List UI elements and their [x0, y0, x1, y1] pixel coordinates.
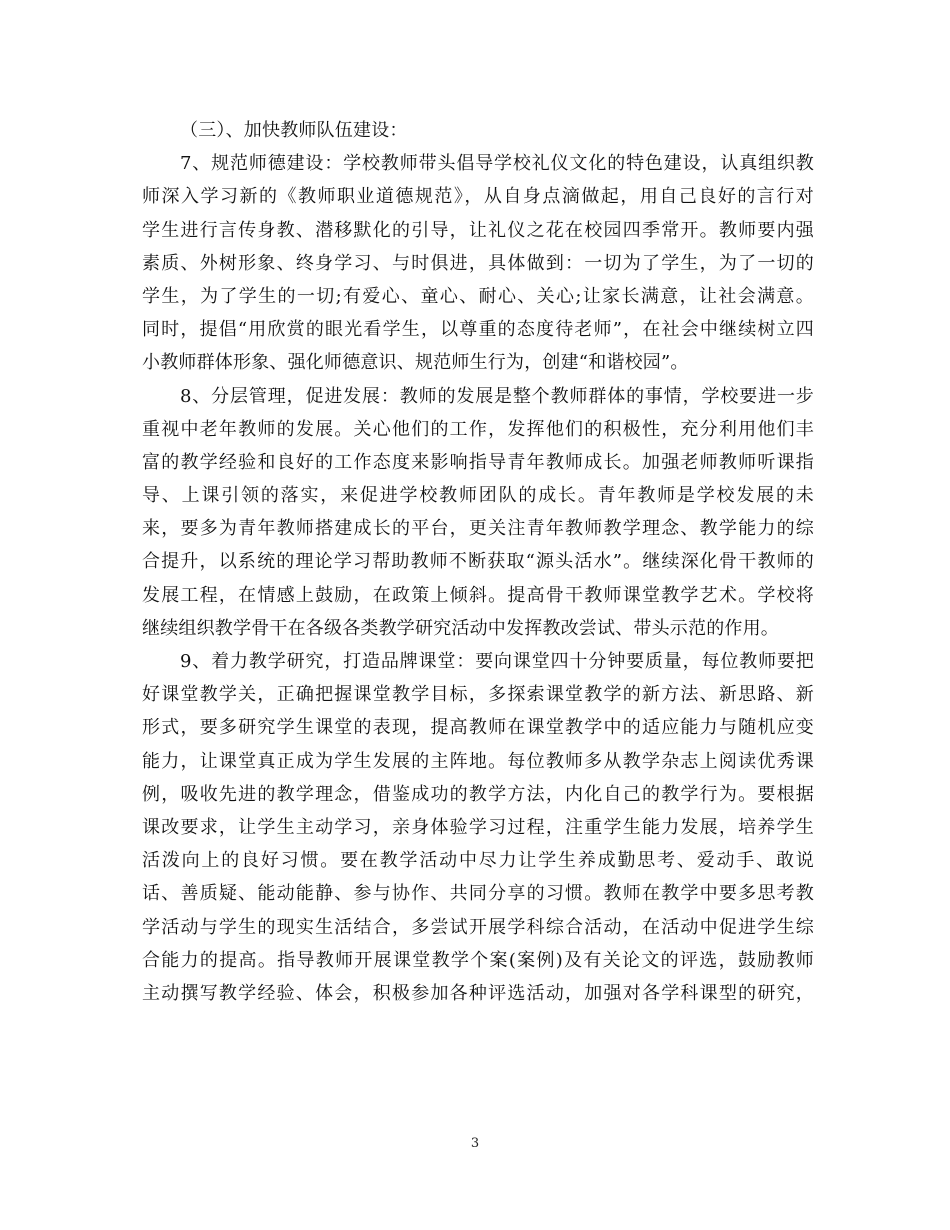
paragraph-9-line: 课改要求，让学生主动学习，亲身体验学习过程，注重学生能力发展，培养学生: [142, 816, 814, 838]
paragraph-9-line: 话、善质疑、能动能静、参与协作、共同分享的习惯。教师在教学中要多思考教: [142, 883, 814, 905]
paragraph-8-line: 富的教学经验和良好的工作态度来影响指导青年教师成长。加强老师教师听课指: [142, 451, 814, 473]
paragraph-8-line: 发展工程，在情感上鼓励，在政策上倾斜。提高骨干教师课堂教学艺术。学校将: [142, 584, 814, 606]
paragraph-8-line: 继续组织教学骨干在各级各类教学研究活动中发挥教改尝试、带头示范的作用。: [142, 617, 779, 639]
paragraph-9-line: 活泼向上的良好习惯。要在教学活动中尽力让学生养成勤思考、爱动手、敢说: [142, 850, 814, 872]
paragraph-9-line: 合能力的提高。指导教师开展课堂教学个案(案例)及有关论文的评选，鼓励教师: [142, 949, 814, 971]
section-heading: （三）、加快教师队伍建设：: [180, 120, 408, 141]
paragraph-7-line: 7、规范师德建设：学校教师带头倡导学校礼仪文化的特色建设，认真组织教: [180, 153, 814, 175]
document-body: [142, 114, 814, 1010]
paragraph-7-line: 师深入学习新的《教师职业道德规范》，从自身点滴做起，用自己良好的言行对: [142, 186, 814, 208]
paragraph-8-line: 导、上课引领的落实，来促进学校教师团队的成长。青年教师是学校发展的未: [142, 485, 814, 507]
paragraph-7-line: 小教师群体形象、强化师德意识、规范师生行为，创建“和谐校园”。: [142, 352, 689, 374]
paragraph-9-line: 好课堂教学关，正确把握课堂教学目标，多探索课堂教学的新方法、新思路、新: [142, 684, 814, 706]
paragraph-9-line: 主动撰写教学经验、体会，积极参加各种评选活动，加强对各学科课型的研究，: [142, 982, 814, 1004]
paragraph-7-line: 学生进行言传身教、潜移默化的引导，让礼仪之花在校园四季常开。教师要内强: [142, 219, 814, 241]
paragraph-9-line: 例，吸收先进的教学理念，借鉴成功的教学方法，内化自己的教学行为。要根据: [142, 783, 814, 805]
page-number: 3: [470, 1136, 480, 1151]
paragraph-7-line: 素质、外树形象、终身学习、与时俱进，具体做到：一切为了学生，为了一切的: [142, 252, 814, 274]
paragraph-7-line: 学生，为了学生的一切;有爱心、童心、耐心、关心;让家长满意，让社会满意。: [142, 285, 814, 307]
paragraph-9-line: 9、着力教学研究，打造品牌课堂：要向课堂四十分钟要质量，每位教师要把: [180, 651, 814, 672]
paragraph-8-line: 8、分层管理，促进发展：教师的发展是整个教师群体的事情，学校要进一步: [180, 385, 814, 407]
paragraph-8-line: 来，要多为青年教师搭建成长的平台，更关注青年教师教学理念、教学能力的综: [142, 518, 814, 540]
paragraph-9-line: 学活动与学生的现实生活结合，多尝试开展学科综合活动，在活动中促进学生综: [142, 916, 814, 938]
paragraph-8-line: 合提升，以系统的理论学习帮助教师不断获取“源头活水”。继续深化骨干教师的: [142, 551, 814, 573]
paragraph-9-line: 能力，让课堂真正成为学生发展的主阵地。每位教师多从教学杂志上阅读优秀课: [142, 750, 814, 772]
paragraph-7-line: 同时，提倡“用欣赏的眼光看学生，以尊重的态度待老师”，在社会中继续树立四: [142, 319, 814, 341]
paragraph-9-line: 形式，要多研究学生课堂的表现，提高教师在课堂教学中的适应能力与随机应变: [142, 717, 814, 739]
paragraph-8-line: 重视中老年教师的发展。关心他们的工作，发挥他们的积极性，充分利用他们丰: [142, 418, 814, 440]
